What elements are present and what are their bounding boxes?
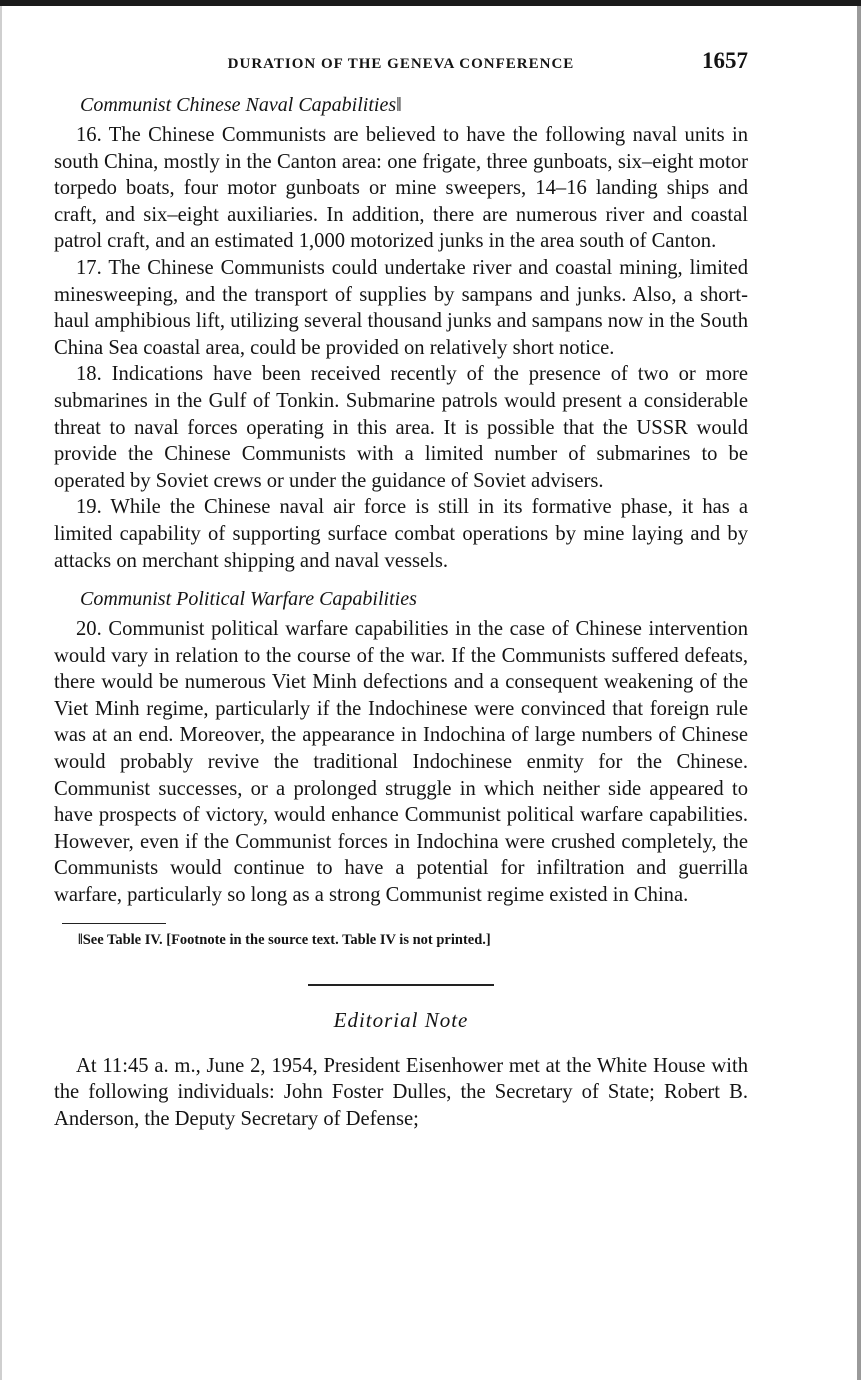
footnote-divider bbox=[62, 923, 166, 924]
footnote: ‖See Table IV. [Footnote in the source text. Table IV is not printed.] bbox=[78, 931, 491, 948]
section-heading-political: Communist Political Warfare Capabilities bbox=[80, 588, 417, 611]
left-page-edge bbox=[0, 6, 2, 1380]
running-title: DURATION OF THE GENEVA CONFERENCE bbox=[227, 56, 575, 72]
page-number: 1657 bbox=[702, 48, 748, 73]
editorial-note-title: Editorial Note bbox=[333, 1007, 469, 1032]
paragraph-18: 18. Indications have been received recently of the presence of two or more submarines in the Gulf of Tonkin. Submarine patrols would present a considerable threat to naval forces operating in this area. It is possible that the USSR would provide the Chinese Communists with a limited number of submarines to be operated by Soviet crews or under the guidance of Soviet advisers. bbox=[54, 363, 748, 492]
section-divider bbox=[308, 984, 494, 986]
section-heading-naval: Communist Chinese Naval Capabilities‖ bbox=[80, 94, 402, 116]
paragraph-19: 19. While the Chinese naval air force is still in its formative phase, it has a limited capability of supporting surface combat operations by mine laying and by attacks on merchant shipping and naval vessels. bbox=[54, 496, 748, 572]
paragraph-17: 17. The Chinese Communists could undertake river and coastal mining, limited minesweeping, and the transport of supplies by sampans and junks. Also, a short-haul amphibious lift, utilizing several thousand junks and sampans now in the South China Sea coastal area, could be provided on relatively short notice. bbox=[54, 256, 748, 359]
paragraph-16: 16. The Chinese Communists are believed to have the following naval units in south China, mostly in the Canton area: one frigate, three gunboats, six–eight motor torpedo boats, four motor gunboats or mine sweepers, 14–16 landing ships and craft, and six–eight auxiliaries. In addition, there are numerous river and coastal patrol craft, and an estimated 1,000 motorized junks in the area south of Canton. bbox=[54, 124, 748, 253]
editorial-paragraph: At 11:45 a. m., June 2, 1954, President Eisenhower met at the White House with the following individuals: John Foster Dulles, the Secretary of State; Robert B. Anderson, the Deputy Secretary of Defense; bbox=[54, 1054, 748, 1130]
right-page-edge bbox=[857, 6, 861, 1380]
top-border bbox=[0, 0, 861, 6]
running-header bbox=[54, 46, 748, 80]
paragraph-20: 20. Communist political warfare capabilities in the case of Chinese intervention would vary in relation to the course of the war. If the Communists suffered defeats, there would be numerous Viet Minh defections and a consequent weakening of the Viet Minh regime, particularly if the Indochinese were convinced that foreign rule was at an end. Moreover, the appearance in Indochina of large numbers of Chinese would probably revive the traditional Indochinese enmity for the Chinese. Communist successes, or a prolonged struggle in which neither side appeared to have prospects of victory, would enhance Communist political warfare capabilities. However, even if the Communist forces in Indochina were crushed completely, the Communists would continue to have a potential for infiltration and guerrilla warfare, particularly so long as a strong Communist regime existed in China. bbox=[54, 618, 748, 907]
page-body bbox=[54, 46, 748, 1132]
